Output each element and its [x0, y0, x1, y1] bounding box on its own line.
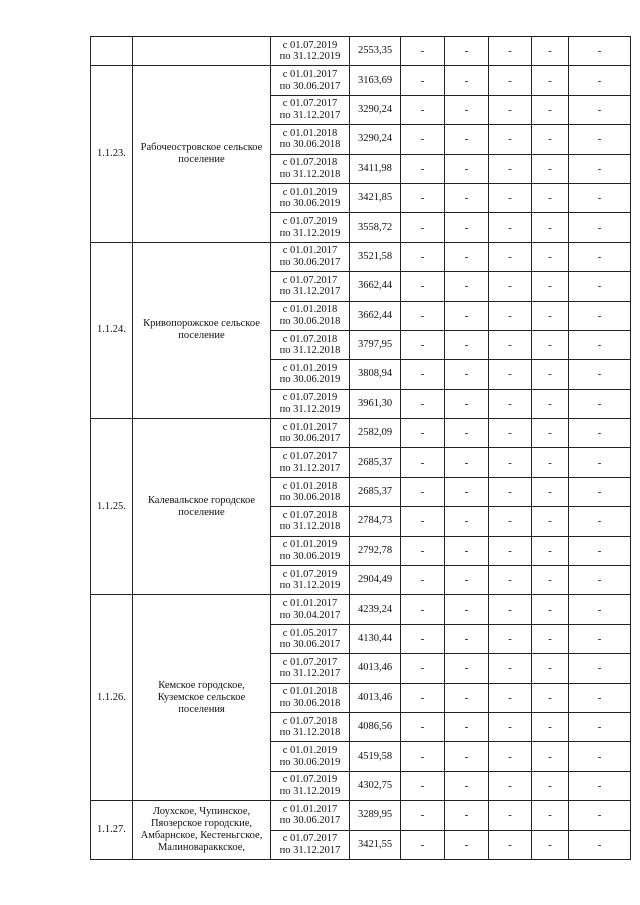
empty-dash-cell: - [569, 37, 631, 66]
empty-dash-cell: - [445, 66, 489, 95]
empty-dash-cell: - [569, 448, 631, 477]
tariff-value: 3290,24 [350, 95, 401, 124]
empty-dash-cell: - [569, 566, 631, 595]
empty-dash-cell: - [401, 536, 445, 565]
period-start: с 01.01.2017 [282, 598, 338, 610]
period-cell [271, 360, 350, 389]
empty-dash-cell: - [532, 742, 569, 771]
row-number [91, 37, 133, 66]
period-start: с 01.07.2018 [282, 715, 338, 727]
tariff-value: 4239,24 [350, 595, 401, 624]
empty-dash-cell: - [445, 566, 489, 595]
period-start: с 01.01.2018 [282, 127, 338, 139]
empty-dash-cell: - [401, 830, 445, 859]
empty-dash-cell: - [532, 242, 569, 271]
period-start: с 01.01.2019 [282, 186, 338, 198]
empty-dash-cell: - [569, 242, 631, 271]
empty-dash-cell: - [532, 595, 569, 624]
empty-dash-cell: - [532, 624, 569, 653]
period-end: по 30.06.2018 [279, 697, 341, 709]
empty-dash-cell: - [569, 330, 631, 359]
period-end: по 30.06.2017 [279, 815, 341, 827]
period-cell [271, 448, 350, 477]
empty-dash-cell: - [445, 477, 489, 506]
empty-dash-cell: - [489, 830, 532, 859]
tariff-value: 4519,58 [350, 742, 401, 771]
empty-dash-cell: - [445, 125, 489, 154]
empty-dash-cell: - [445, 272, 489, 301]
period-cell [271, 242, 350, 271]
period-start: с 01.07.2018 [282, 509, 338, 521]
empty-dash-cell: - [445, 801, 489, 830]
empty-dash-cell: - [401, 448, 445, 477]
empty-dash-cell: - [401, 654, 445, 683]
empty-dash-cell: - [569, 771, 631, 800]
table-row [91, 37, 631, 66]
period-start: с 01.01.2017 [282, 69, 338, 81]
period-cell [271, 213, 350, 242]
period-start: с 01.07.2017 [282, 451, 338, 463]
tariff-value: 2685,37 [350, 448, 401, 477]
period-end: по 30.06.2018 [279, 315, 341, 327]
period-cell [271, 654, 350, 683]
empty-dash-cell: - [532, 154, 569, 183]
empty-dash-cell: - [489, 477, 532, 506]
empty-dash-cell: - [569, 595, 631, 624]
empty-dash-cell: - [445, 213, 489, 242]
period-end: по 31.12.2019 [279, 785, 341, 797]
empty-dash-cell: - [445, 95, 489, 124]
empty-dash-cell: - [445, 595, 489, 624]
tariff-table [90, 36, 631, 860]
empty-dash-cell: - [569, 507, 631, 536]
empty-dash-cell: - [489, 330, 532, 359]
row-number: 1.1.25. [91, 419, 133, 595]
empty-dash-cell: - [401, 272, 445, 301]
period-end: по 31.12.2018 [279, 521, 341, 533]
empty-dash-cell: - [532, 536, 569, 565]
settlement-name: Рабочеостровское сельское поселение [133, 66, 271, 242]
period-start: с 01.07.2017 [282, 98, 338, 110]
period-cell [271, 154, 350, 183]
period-end: по 31.12.2017 [279, 109, 341, 121]
tariff-value: 3797,95 [350, 330, 401, 359]
period-cell [271, 712, 350, 741]
empty-dash-cell: - [569, 801, 631, 830]
empty-dash-cell: - [489, 213, 532, 242]
period-end: по 31.12.2018 [279, 168, 341, 180]
period-end: по 31.12.2019 [279, 227, 341, 239]
period-start: с 01.07.2019 [282, 568, 338, 580]
empty-dash-cell: - [489, 566, 532, 595]
empty-dash-cell: - [445, 154, 489, 183]
period-cell [271, 566, 350, 595]
tariff-value: 3662,44 [350, 301, 401, 330]
empty-dash-cell: - [401, 801, 445, 830]
period-end: по 30.06.2018 [279, 492, 341, 504]
empty-dash-cell: - [401, 624, 445, 653]
empty-dash-cell: - [532, 272, 569, 301]
period-end: по 31.12.2019 [279, 51, 341, 63]
table-row [91, 801, 631, 830]
empty-dash-cell: - [445, 242, 489, 271]
empty-dash-cell: - [569, 830, 631, 859]
empty-dash-cell: - [445, 624, 489, 653]
empty-dash-cell: - [489, 448, 532, 477]
table-row [91, 419, 631, 448]
period-end: по 30.06.2019 [279, 550, 341, 562]
empty-dash-cell: - [532, 66, 569, 95]
empty-dash-cell: - [569, 272, 631, 301]
empty-dash-cell: - [489, 183, 532, 212]
settlement-name [133, 37, 271, 66]
empty-dash-cell: - [569, 477, 631, 506]
empty-dash-cell: - [445, 712, 489, 741]
empty-dash-cell: - [569, 213, 631, 242]
empty-dash-cell: - [489, 272, 532, 301]
empty-dash-cell: - [532, 448, 569, 477]
tariff-value: 3558,72 [350, 213, 401, 242]
tariff-value: 3289,95 [350, 801, 401, 830]
period-cell [271, 37, 350, 66]
empty-dash-cell: - [532, 389, 569, 418]
period-start: с 01.01.2017 [282, 245, 338, 257]
empty-dash-cell: - [401, 742, 445, 771]
empty-dash-cell: - [569, 360, 631, 389]
empty-dash-cell: - [532, 95, 569, 124]
row-number: 1.1.26. [91, 595, 133, 801]
period-end: по 30.06.2017 [279, 433, 341, 445]
period-end: по 31.12.2019 [279, 403, 341, 415]
tariff-value: 2553,35 [350, 37, 401, 66]
empty-dash-cell: - [401, 389, 445, 418]
empty-dash-cell: - [569, 624, 631, 653]
table-row [91, 66, 631, 95]
period-end: по 30.06.2019 [279, 756, 341, 768]
empty-dash-cell: - [489, 95, 532, 124]
period-end: по 30.06.2019 [279, 198, 341, 210]
period-start: с 01.05.2017 [282, 627, 338, 639]
empty-dash-cell: - [445, 419, 489, 448]
period-start: с 01.01.2018 [282, 686, 338, 698]
empty-dash-cell: - [569, 301, 631, 330]
row-number: 1.1.23. [91, 66, 133, 242]
empty-dash-cell: - [532, 683, 569, 712]
period-end: по 31.12.2017 [279, 668, 341, 680]
empty-dash-cell: - [445, 389, 489, 418]
empty-dash-cell: - [532, 830, 569, 859]
period-end: по 31.12.2017 [279, 462, 341, 474]
period-end: по 30.06.2017 [279, 639, 341, 650]
empty-dash-cell: - [569, 683, 631, 712]
tariff-table-body [91, 37, 631, 860]
tariff-value: 4013,46 [350, 654, 401, 683]
empty-dash-cell: - [489, 536, 532, 565]
empty-dash-cell: - [489, 624, 532, 653]
empty-dash-cell: - [401, 213, 445, 242]
empty-dash-cell: - [445, 830, 489, 859]
period-start: с 01.07.2017 [282, 833, 338, 845]
empty-dash-cell: - [569, 125, 631, 154]
empty-dash-cell: - [401, 301, 445, 330]
empty-dash-cell: - [532, 360, 569, 389]
period-start: с 01.01.2019 [282, 745, 338, 757]
empty-dash-cell: - [532, 125, 569, 154]
empty-dash-cell: - [569, 154, 631, 183]
tariff-value: 3808,94 [350, 360, 401, 389]
empty-dash-cell: - [445, 683, 489, 712]
table-row [91, 595, 631, 624]
empty-dash-cell: - [401, 683, 445, 712]
empty-dash-cell: - [489, 654, 532, 683]
period-start: с 01.01.2018 [282, 480, 338, 492]
period-end: по 30.04.2017 [279, 609, 341, 621]
empty-dash-cell: - [445, 330, 489, 359]
tariff-value: 3662,44 [350, 272, 401, 301]
period-start: с 01.07.2019 [282, 216, 338, 228]
settlement-name: Кривопорожское сельское поселение [133, 242, 271, 418]
empty-dash-cell: - [489, 712, 532, 741]
period-start: с 01.01.2017 [282, 421, 338, 433]
empty-dash-cell: - [569, 712, 631, 741]
period-cell [271, 771, 350, 800]
tariff-value: 2792,78 [350, 536, 401, 565]
empty-dash-cell: - [489, 360, 532, 389]
empty-dash-cell: - [489, 242, 532, 271]
empty-dash-cell: - [401, 95, 445, 124]
empty-dash-cell: - [532, 654, 569, 683]
period-start: с 01.01.2017 [282, 803, 338, 815]
table-row [91, 242, 631, 271]
empty-dash-cell: - [532, 183, 569, 212]
empty-dash-cell: - [401, 242, 445, 271]
empty-dash-cell: - [445, 654, 489, 683]
period-cell [271, 183, 350, 212]
empty-dash-cell: - [445, 771, 489, 800]
empty-dash-cell: - [401, 595, 445, 624]
period-cell [271, 95, 350, 124]
period-cell [271, 742, 350, 771]
empty-dash-cell: - [569, 95, 631, 124]
empty-dash-cell: - [489, 742, 532, 771]
empty-dash-cell: - [569, 654, 631, 683]
empty-dash-cell: - [569, 66, 631, 95]
empty-dash-cell: - [445, 536, 489, 565]
empty-dash-cell: - [401, 507, 445, 536]
period-cell [271, 683, 350, 712]
period-cell [271, 477, 350, 506]
empty-dash-cell: - [401, 360, 445, 389]
empty-dash-cell: - [532, 301, 569, 330]
period-cell [271, 66, 350, 95]
empty-dash-cell: - [445, 507, 489, 536]
period-cell [271, 830, 350, 859]
empty-dash-cell: - [489, 66, 532, 95]
tariff-value: 2685,37 [350, 477, 401, 506]
empty-dash-cell: - [532, 771, 569, 800]
empty-dash-cell: - [489, 801, 532, 830]
empty-dash-cell: - [401, 154, 445, 183]
row-number: 1.1.24. [91, 242, 133, 418]
period-end: по 31.12.2018 [279, 727, 341, 739]
tariff-value: 2784,73 [350, 507, 401, 536]
tariff-value: 4086,56 [350, 712, 401, 741]
settlement-name: Калевальское городское поселение [133, 419, 271, 595]
empty-dash-cell: - [401, 37, 445, 66]
empty-dash-cell: - [532, 477, 569, 506]
period-end: по 30.06.2017 [279, 256, 341, 268]
empty-dash-cell: - [401, 771, 445, 800]
empty-dash-cell: - [489, 389, 532, 418]
empty-dash-cell: - [532, 566, 569, 595]
period-start: с 01.07.2017 [282, 656, 338, 668]
empty-dash-cell: - [489, 154, 532, 183]
empty-dash-cell: - [569, 742, 631, 771]
period-start: с 01.07.2018 [282, 157, 338, 169]
tariff-value: 4302,75 [350, 771, 401, 800]
period-end: по 31.12.2018 [279, 345, 341, 357]
period-end: по 30.06.2019 [279, 374, 341, 386]
empty-dash-cell: - [489, 683, 532, 712]
period-start: с 01.07.2017 [282, 274, 338, 286]
period-end: по 31.12.2019 [279, 580, 341, 592]
empty-dash-cell: - [489, 595, 532, 624]
empty-dash-cell: - [445, 183, 489, 212]
period-cell [271, 125, 350, 154]
empty-dash-cell: - [569, 183, 631, 212]
tariff-value: 2582,09 [350, 419, 401, 448]
period-cell [271, 419, 350, 448]
empty-dash-cell: - [489, 419, 532, 448]
tariff-value: 2904,49 [350, 566, 401, 595]
empty-dash-cell: - [532, 419, 569, 448]
period-cell [271, 389, 350, 418]
empty-dash-cell: - [401, 712, 445, 741]
tariff-value: 4013,46 [350, 683, 401, 712]
empty-dash-cell: - [569, 419, 631, 448]
period-end: по 30.06.2017 [279, 80, 341, 92]
empty-dash-cell: - [445, 301, 489, 330]
settlement-name: Кемское городское, Куземское сельское поселения [133, 595, 271, 801]
empty-dash-cell: - [489, 771, 532, 800]
empty-dash-cell: - [401, 183, 445, 212]
period-cell [271, 595, 350, 624]
period-cell [271, 536, 350, 565]
period-cell [271, 801, 350, 830]
empty-dash-cell: - [532, 712, 569, 741]
period-cell [271, 624, 350, 653]
period-cell [271, 507, 350, 536]
empty-dash-cell: - [401, 419, 445, 448]
empty-dash-cell: - [569, 389, 631, 418]
period-end: по 30.06.2018 [279, 139, 341, 151]
period-start: с 01.07.2019 [282, 774, 338, 786]
empty-dash-cell: - [532, 37, 569, 66]
empty-dash-cell: - [445, 742, 489, 771]
empty-dash-cell: - [532, 330, 569, 359]
empty-dash-cell: - [445, 448, 489, 477]
empty-dash-cell: - [445, 360, 489, 389]
tariff-value: 3421,55 [350, 830, 401, 859]
empty-dash-cell: - [532, 213, 569, 242]
tariff-value: 3163,69 [350, 66, 401, 95]
period-start: с 01.01.2019 [282, 539, 338, 551]
empty-dash-cell: - [489, 301, 532, 330]
period-end: по 31.12.2017 [279, 844, 341, 856]
empty-dash-cell: - [401, 330, 445, 359]
period-cell [271, 301, 350, 330]
empty-dash-cell: - [401, 477, 445, 506]
empty-dash-cell: - [445, 37, 489, 66]
empty-dash-cell: - [569, 536, 631, 565]
empty-dash-cell: - [532, 507, 569, 536]
tariff-value: 3411,98 [350, 154, 401, 183]
period-start: с 01.01.2019 [282, 362, 338, 374]
empty-dash-cell: - [489, 125, 532, 154]
tariff-value: 3521,58 [350, 242, 401, 271]
empty-dash-cell: - [401, 125, 445, 154]
tariff-value: 3421,85 [350, 183, 401, 212]
tariff-value: 4130,44 [350, 624, 401, 653]
empty-dash-cell: - [401, 566, 445, 595]
empty-dash-cell: - [489, 507, 532, 536]
empty-dash-cell: - [489, 37, 532, 66]
period-start: с 01.07.2019 [282, 39, 338, 51]
settlement-name: Лоухское, Чупинское, Пяозерское городские, Амбарнское, Кестеньгское, Малиновараккское, [133, 801, 271, 860]
empty-dash-cell: - [532, 801, 569, 830]
tariff-value: 3290,24 [350, 125, 401, 154]
empty-dash-cell: - [401, 66, 445, 95]
period-start: с 01.01.2018 [282, 304, 338, 316]
period-cell [271, 272, 350, 301]
row-number: 1.1.27. [91, 801, 133, 860]
period-start: с 01.07.2018 [282, 333, 338, 345]
tariff-value: 3961,30 [350, 389, 401, 418]
period-cell [271, 330, 350, 359]
period-end: по 31.12.2017 [279, 286, 341, 298]
period-start: с 01.07.2019 [282, 392, 338, 404]
